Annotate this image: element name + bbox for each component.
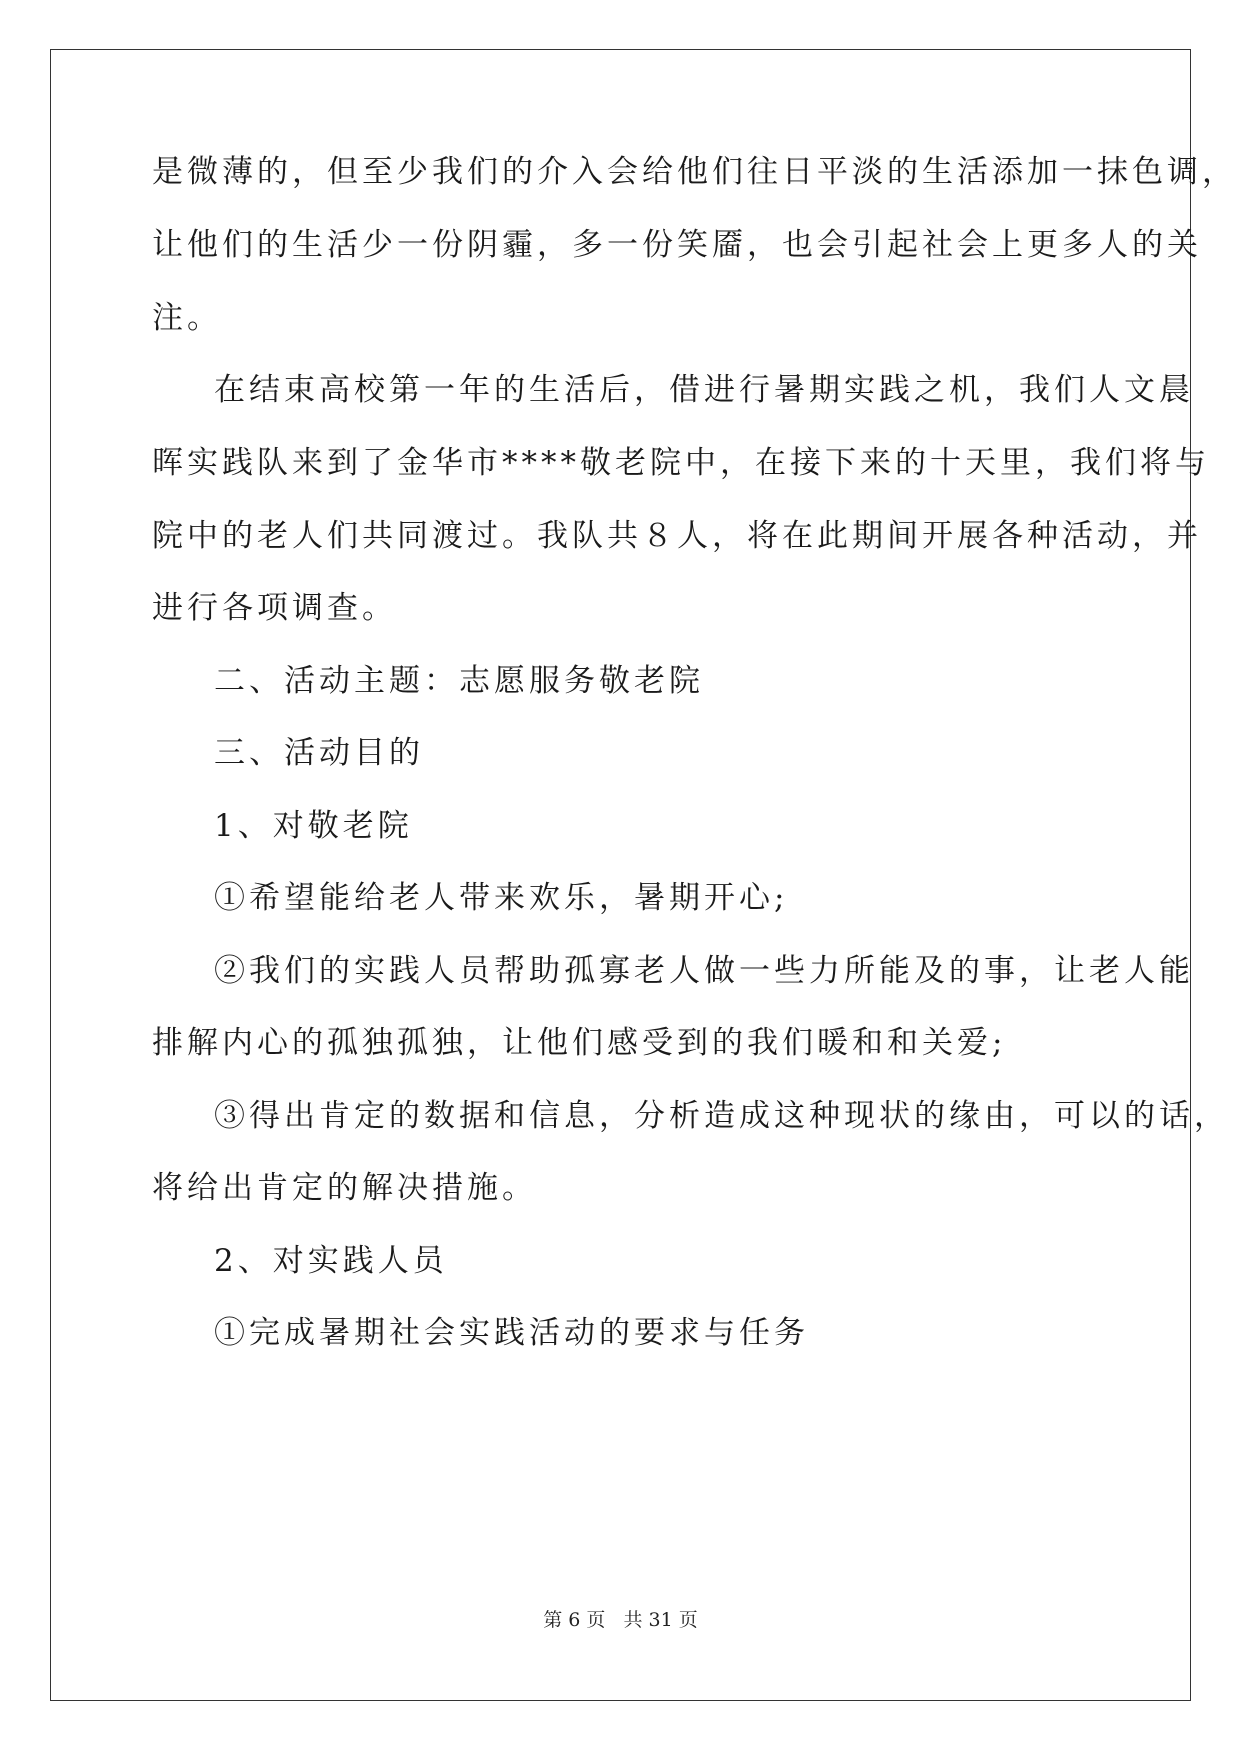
- section-heading: 二、活动主题：志愿服务敬老院: [214, 663, 704, 699]
- text-line: 排解内心的孤独孤独，让他们感受到的我们暖和和关爱;: [152, 1025, 1007, 1061]
- subsection-heading: 1、对敬老院: [214, 808, 413, 844]
- text-line: 让他们的生活少一份阴霾，多一份笑靥，也会引起社会上更多人的关: [152, 227, 1202, 263]
- list-item: ②我们的实践人员帮助孤寡老人做一些力所能及的事，让老人能: [214, 953, 1194, 989]
- page-footer: [0, 1605, 1241, 1632]
- text-line: 院中的老人们共同渡过。我队共８人，将在此期间开展各种活动，并: [152, 518, 1202, 554]
- page-total: 共 31 页: [623, 1609, 698, 1631]
- page-number: 第 6 页: [543, 1609, 606, 1631]
- list-item: ③得出肯定的数据和信息，分析造成这种现状的缘由，可以的话，: [214, 1098, 1229, 1134]
- text-line: 将给出肯定的解决措施。: [152, 1170, 537, 1206]
- text-line: 注。: [152, 300, 222, 336]
- text-line: 在结束高校第一年的生活后，借进行暑期实践之机，我们人文晨: [214, 372, 1194, 408]
- text-line: 是微薄的，但至少我们的介入会给他们往日平淡的生活添加一抹色调，: [152, 154, 1237, 190]
- list-item: ①希望能给老人带来欢乐，暑期开心;: [214, 880, 789, 916]
- section-heading: 三、活动目的: [214, 735, 424, 771]
- list-item: ①完成暑期社会实践活动的要求与任务: [214, 1315, 809, 1351]
- subsection-heading: 2、对实践人员: [214, 1243, 448, 1279]
- text-line: 进行各项调查。: [152, 590, 397, 626]
- page-frame: [50, 49, 1191, 1701]
- text-line: 晖实践队来到了金华市****敬老院中，在接下来的十天里，我们将与: [152, 445, 1210, 481]
